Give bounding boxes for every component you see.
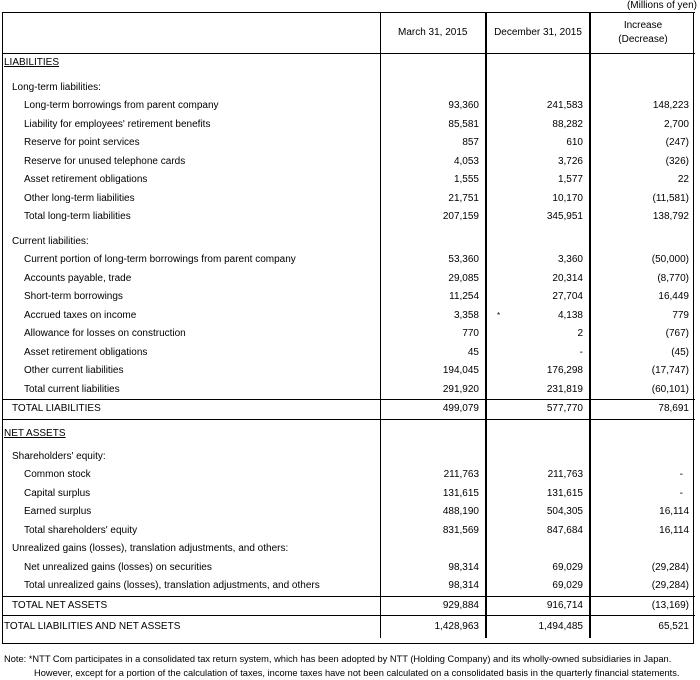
subsection-heading-row — [2, 233, 695, 252]
value-change: (247) — [665, 137, 689, 148]
header-col-march: March 31, 2015 — [380, 13, 486, 54]
row-label: Reserve for unused telephone cards — [24, 155, 186, 167]
asterisk-mark: * — [497, 310, 501, 320]
value-march: 499,079 — [380, 400, 486, 420]
section-title-row — [2, 419, 695, 448]
header-label-cell — [2, 13, 380, 54]
value-december: 345,951 — [486, 208, 590, 227]
subsection-heading-row — [2, 540, 695, 559]
row-label: Reserve for point services — [24, 137, 140, 148]
value-change: 779 — [672, 309, 689, 321]
table-row — [2, 344, 695, 363]
value-december: 916,714 — [486, 596, 590, 616]
value-december: 131,615 — [486, 485, 590, 504]
header-row — [2, 13, 695, 54]
row-label: Net unrealized gains (losses) on securities — [24, 561, 212, 573]
value-change: (29,284) — [651, 580, 689, 591]
value-march: 831,569 — [380, 522, 486, 541]
value-change: (45) — [671, 346, 689, 358]
value-change: (60,101) — [651, 383, 689, 395]
value-change: (8,770) — [657, 272, 689, 284]
value-change: (29,284) — [651, 561, 689, 573]
row-label: Asset retirement obligations — [24, 346, 148, 358]
table-row — [2, 97, 695, 116]
value-march: 11,254 — [380, 288, 486, 307]
table-row — [2, 307, 695, 326]
row-label: Other long-term liabilities — [24, 192, 135, 204]
value-march: 929,884 — [380, 596, 486, 616]
value-march: 4,053 — [380, 153, 486, 172]
table-row — [2, 153, 695, 172]
value-december: 3,726 — [486, 153, 590, 172]
table-row — [2, 190, 695, 209]
value-december: 10,170 — [486, 190, 590, 209]
net-assets-title: NET ASSETS — [2, 419, 380, 448]
balance-sheet-table — [2, 12, 695, 638]
row-label: Allowance for losses on construction — [24, 328, 186, 339]
value-march: 21,751 — [380, 190, 486, 209]
value-march: 85,581 — [380, 116, 486, 135]
table-row — [2, 362, 695, 381]
value-march: 1,555 — [380, 171, 486, 190]
table-row — [2, 116, 695, 135]
row-label: Accounts payable, trade — [24, 272, 132, 284]
value-march: 131,615 — [380, 485, 486, 504]
equity-heading: Shareholders' equity: — [12, 450, 106, 462]
value-march: 770 — [380, 325, 486, 344]
footnote — [4, 652, 679, 680]
value-change: 148,223 — [652, 100, 689, 111]
table-row — [2, 503, 695, 522]
subsection-heading-row — [2, 448, 695, 467]
value-change: (11,581) — [652, 192, 689, 204]
total-row — [2, 400, 695, 420]
table-row — [2, 466, 695, 485]
value-december: - — [486, 344, 590, 363]
row-label: TOTAL LIABILITIES — [2, 400, 380, 420]
value-december: 847,684 — [486, 522, 590, 541]
long-term-heading: Long-term liabilities: — [12, 81, 101, 93]
value-december: 2 — [486, 325, 590, 344]
table-row — [2, 325, 695, 344]
value-march: 29,085 — [380, 270, 486, 289]
value-december: 241,583 — [486, 97, 590, 116]
value-march: 93,360 — [380, 97, 486, 116]
unrealized-heading: Unrealized gains (losses), translation adjustments, and others: — [12, 543, 289, 554]
row-label: Short-term borrowings — [24, 291, 123, 302]
value-march: 3,358 — [380, 307, 486, 326]
value-december: 231,819 — [486, 381, 590, 400]
value-march: 1,428,963 — [380, 616, 486, 639]
value-december-with-asterisk — [486, 307, 590, 326]
row-label: TOTAL NET ASSETS — [2, 596, 380, 616]
current-heading: Current liabilities: — [12, 235, 89, 247]
row-label: Common stock — [24, 469, 91, 480]
unit-note: (Millions of yen) — [626, 0, 697, 11]
header-change-line2: (Decrease) — [618, 34, 668, 45]
row-label: TOTAL LIABILITIES AND NET ASSETS — [2, 616, 380, 639]
value-change: (13,169) — [590, 596, 695, 616]
row-label: Total unrealized gains (losses), translation adjustments, and others — [24, 580, 320, 591]
total-row — [2, 596, 695, 616]
value-december: 176,298 — [486, 362, 590, 381]
subtotal-row — [2, 522, 695, 541]
row-label: Total long-term liabilities — [24, 211, 131, 222]
value-change: 138,792 — [652, 211, 689, 222]
row-label: Total current liabilities — [24, 383, 120, 395]
value-change: (767) — [665, 328, 689, 339]
value-change: 16,114 — [659, 506, 689, 517]
value-march: 45 — [380, 344, 486, 363]
value-change: - — [679, 469, 683, 480]
value-december: 69,029 — [486, 577, 590, 596]
subtotal-row — [2, 577, 695, 596]
value-december: 69,029 — [486, 559, 590, 578]
subtotal-row — [2, 208, 695, 227]
value-change: 22 — [677, 174, 689, 185]
footnote-line-2: However, except for a portion of the calculation of taxes, income taxes have not been calculated on a consolidated basis in the quarterly financial statements. — [34, 668, 680, 678]
value-march: 488,190 — [380, 503, 486, 522]
row-label: Current portion of long-term borrowings from parent company — [24, 254, 296, 265]
table-row — [2, 251, 695, 270]
value-december: 504,305 — [486, 503, 590, 522]
value-march: 857 — [380, 134, 486, 153]
value-change: 16,449 — [658, 291, 689, 302]
value-march: 194,045 — [380, 362, 486, 381]
row-label: Liability for employees' retirement benefits — [24, 118, 211, 130]
row-label: Long-term borrowings from parent company — [24, 100, 219, 111]
value-march: 207,159 — [380, 208, 486, 227]
value-december: 1,494,485 — [486, 616, 590, 639]
value-december: 27,704 — [486, 288, 590, 307]
value-march: 98,314 — [380, 559, 486, 578]
row-label: Capital surplus — [24, 487, 91, 499]
table-row — [2, 270, 695, 289]
row-label: Earned surplus — [24, 506, 92, 517]
value-change: (50,000) — [651, 254, 689, 265]
subsection-heading-row — [2, 79, 695, 98]
table-row — [2, 134, 695, 153]
header-col-change — [590, 13, 695, 54]
value-change: 65,521 — [590, 616, 695, 639]
subtotal-row — [2, 381, 695, 400]
value-december: 20,314 — [486, 270, 590, 289]
table-row — [2, 485, 695, 504]
value-december: 1,577 — [486, 171, 590, 190]
footnote-line-1: Note: *NTT Com participates in a consolidated tax return system, which has been adopted by NTT (Holding Company) and its wholly-owned subsidiaries in Japan. — [4, 654, 672, 664]
value-december: 610 — [486, 134, 590, 153]
grand-total-row — [2, 616, 695, 639]
value-change: (326) — [665, 155, 689, 167]
value-december: 88,282 — [486, 116, 590, 135]
row-label: Other current liabilities — [24, 365, 124, 376]
value-december: 3,360 — [486, 251, 590, 270]
value-december: 211,763 — [486, 466, 590, 485]
value-change: (17,747) — [651, 365, 689, 376]
value-december: 577,770 — [486, 400, 590, 420]
header-change-line1: Increase — [623, 20, 663, 31]
header-col-december: December 31, 2015 — [486, 13, 590, 54]
row-label: Total shareholders' equity — [24, 524, 138, 536]
row-label: Asset retirement obligations — [24, 174, 148, 185]
row-label: Accrued taxes on income — [24, 309, 137, 321]
value-change: 2,700 — [663, 118, 689, 130]
value-march: 291,920 — [380, 381, 486, 400]
value-december: 4,138 — [557, 309, 583, 321]
value-march: 98,314 — [380, 577, 486, 596]
section-title-row — [2, 54, 695, 73]
value-march: 211,763 — [380, 466, 486, 485]
value-change: 78,691 — [590, 400, 695, 420]
value-march: 53,360 — [380, 251, 486, 270]
value-change: 16,114 — [659, 524, 689, 536]
value-change: - — [679, 487, 683, 499]
table-row — [2, 171, 695, 190]
liabilities-title: LIABILITIES — [4, 57, 60, 68]
table-row — [2, 288, 695, 307]
table-row — [2, 559, 695, 578]
